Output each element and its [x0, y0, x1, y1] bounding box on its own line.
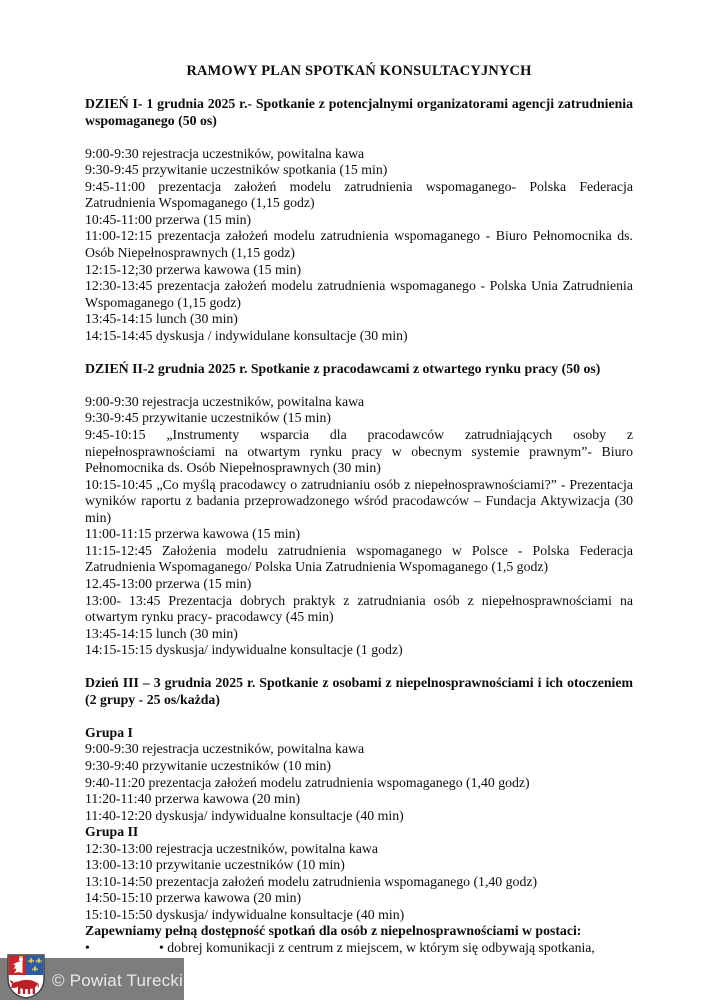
- schedule-line: 9:45-11:00 prezentacja założeń modelu zatrudnienia wspomaganego- Polska Federacja Zatrudnienia Wspomaganego (1,15 godz): [85, 178, 633, 211]
- section-heading: Dzień III – 3 grudnia 2025 r. Spotkanie z osobami z niepelnosprawnościami i ich otoczeniem (2 grupy - 25 os/każda): [85, 675, 633, 707]
- schedule-line: 11:00-12:15 prezentacja założeń modelu zatrudnienia wspomaganego - Biuro Pełnomocnika ds. Osób Niepełnosprawnych (1,15 godz): [85, 228, 633, 261]
- schedule-line: 13:10-14:50 prezentacja założeń modelu zatrudnienia wspomaganego (1,40 godz): [85, 873, 538, 889]
- schedule-line: 13:00- 13:45 Prezentacja dobrych praktyk z zatrudniania osób z niepełnosprawnościami na otwartym rynku pracy- pracodawcy (45 min): [85, 592, 633, 625]
- schedule-line: 15:10-15:50 dyskusja/ indywidualne konsultacje (40 min): [85, 906, 405, 922]
- document-title: RAMOWY PLAN SPOTKAŃ KONSULTACYJNYCH: [186, 63, 532, 79]
- shield-blue-quarter: [26, 956, 43, 975]
- powiat-turecki-crest-icon: [6, 953, 46, 999]
- schedule-line: 12:30-13:45 prezentacja założeń modelu zatrudnienia wspomaganego - Polska Unia Zatrudnienia Wspomaganego (1,15 godz): [85, 278, 633, 310]
- schedule-line: 9:30-9:45 przywitanie uczestników spotkania (15 min): [85, 162, 388, 178]
- footer-copyright: © Powiat Turecki: [52, 971, 183, 990]
- section-heading: DZIEŃ II-2 grudnia 2025 r. Spotkanie z pracodawcami z otwartego rynku pracy (50 os): [85, 360, 601, 376]
- section-heading: DZIEŃ I- 1 grudnia 2025 r.- Spotkanie z potencjalnymi organizatorami agencji zatrudnienia wspomaganego (50 os): [85, 96, 633, 128]
- footer-bar: [0, 958, 184, 1000]
- schedule-line: 14:50-15:10 przerwa kawowa (20 min): [85, 890, 302, 906]
- schedule-line: 10:45-11:00 przerwa (15 min): [85, 211, 252, 227]
- schedule-line: 9:00-9:30 rejestracja uczestników, powitalna kawa: [85, 741, 365, 757]
- schedule-line: 9:30-9:40 przywitanie uczestników (10 min): [85, 757, 331, 773]
- spacer: [85, 344, 633, 361]
- spacer: [85, 129, 633, 146]
- schedule-line: 12.45-13:00 przerwa (15 min): [85, 575, 252, 591]
- schedule-line: 11:15-12:45 Założenia modelu zatrudnienia wspomaganego w Polsce - Polska Federacja Zatrudnienia Wspomaganego/ Polska Unia Zatrudnienia Wspomaganego (1,5 godz): [85, 542, 633, 575]
- schedule-line: 13:45-14:15 lunch (30 min): [85, 311, 238, 327]
- schedule-line: 9:45-10:15 „Instrumenty wsparcia dla pracodawców zatrudniających osoby z niepełnosprawnościami na otwartym rynku pracy w obecnym systemie prawnym”- Biuro Pełnomocnika ds. Osób Niepełnosprawnych (30 min): [85, 427, 633, 476]
- bullet-text: • dobrej komunikacji z centrum z miejscem, w którym się odbywają spotkania,: [159, 939, 595, 955]
- schedule-line: 14:15-15:15 dyskusja/ indywidualne konsultacje (1 godz): [85, 642, 403, 658]
- schedule-line: 13:45-14:15 lunch (30 min): [85, 625, 238, 641]
- schedule-line: 9:40-11:20 prezentacja założeń modelu zatrudnienia wspomaganego (1,40 godz): [85, 774, 530, 790]
- schedule-line: 13:00-13:10 przywitanie uczestników (10 min): [85, 857, 345, 873]
- schedule-line: 11:00-11:15 przerwa kawowa (15 min): [85, 526, 301, 542]
- document-body: [85, 63, 633, 957]
- spacer: [85, 377, 633, 394]
- bullet-marker: •: [85, 939, 90, 955]
- accessibility-note: Zapewniamy pełną dostępność spotkań dla osób z niepelnosprawnościami w postaci:: [85, 923, 582, 939]
- schedule-line: 14:15-14:45 dyskusja / indywidulane konsultacje (30 min): [85, 327, 408, 343]
- eagle-crown: [19, 956, 22, 957]
- bullet-item: [85, 940, 633, 957]
- spacer: [85, 80, 633, 97]
- schedule-line: 11:40-12:20 dyskusja/ indywidualne konsultacje (40 min): [85, 807, 404, 823]
- schedule-line: 9:00-9:30 rejestracja uczestników, powitalna kawa: [85, 145, 365, 161]
- schedule-line: 11:20-11:40 przerwa kawowa (20 min): [85, 791, 301, 807]
- group-label: Grupa I: [85, 724, 133, 740]
- schedule-line: 12:15-12;30 przerwa kawowa (15 min): [85, 261, 302, 277]
- schedule-line: 12:30-13:00 rejestracja uczestników, powitalna kawa: [85, 840, 378, 856]
- spacer: [85, 659, 633, 676]
- schedule-line: 9:00-9:30 rejestracja uczestników, powitalna kawa: [85, 393, 365, 409]
- spacer: [85, 708, 633, 725]
- group-label: Grupa II: [85, 824, 139, 840]
- schedule-line: 10:15-10:45 „Co myślą pracodawcy o zatrudnianiu osób z niepełnosprawnościami?” - Prezentacja wyników raportu z badania przeprowadzonego wśród pracodawców – Fundacja Aktywizacja (30 min): [85, 476, 633, 525]
- schedule-line: 9:30-9:45 przywitanie uczestników (15 min): [85, 410, 331, 426]
